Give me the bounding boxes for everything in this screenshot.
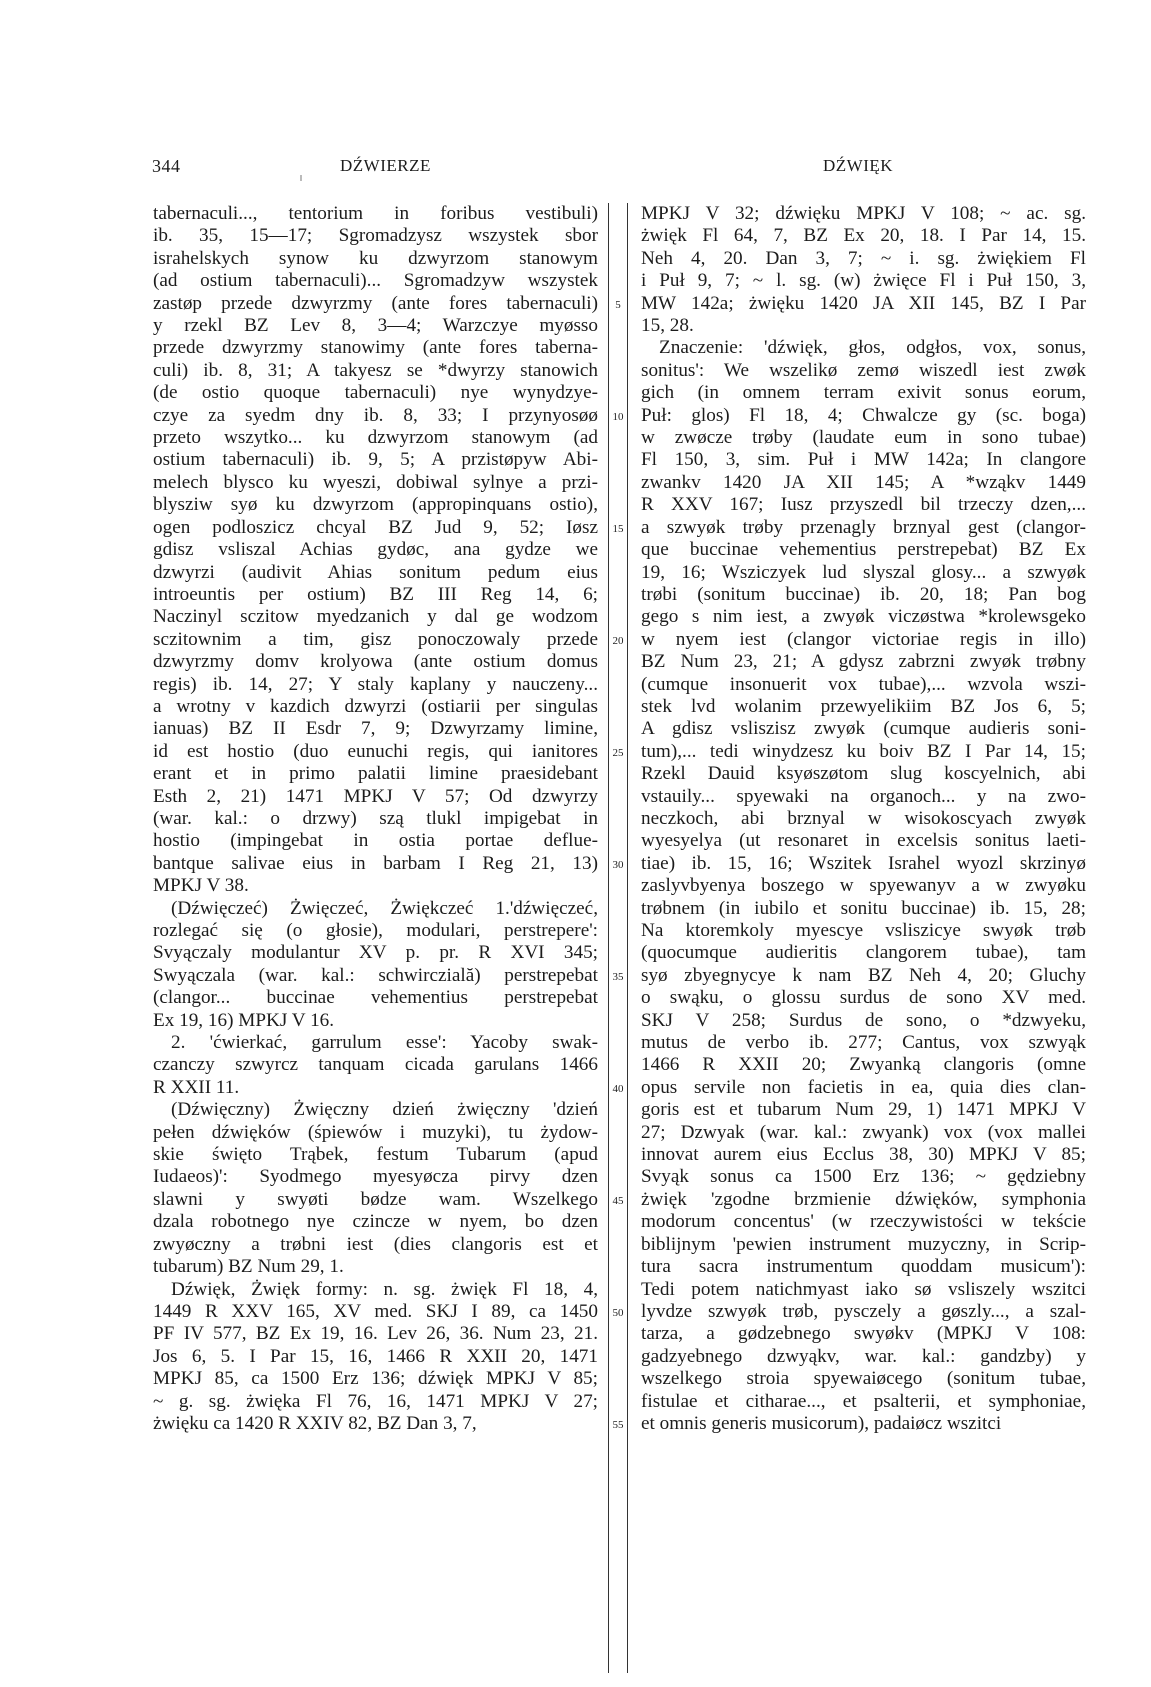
text-line: regis) ib. 14, 27; Y staly kaplany y nauczeny... <box>153 673 598 695</box>
text-line: 1466 R XXII 20; Zwyanką clangoris (omne <box>641 1054 1086 1076</box>
text-line: 1449 R XXV 165, XV med. SKJ I 89, ca 1450 <box>153 1300 598 1322</box>
text-line: id est hostio (duo eunuchi regis, qui ianitores <box>153 740 598 762</box>
text-line: tabernaculi..., tentorium in foribus vestibuli) <box>153 203 598 224</box>
text-line: gadzyebnego dzwyąkv, war. kal.: gandzby) y <box>641 1345 1086 1367</box>
text-line: Fl 150, 3, sim. Puł i MW 142a; In clangore <box>641 449 1086 471</box>
text-line: przeto wszytko... ku dzwyrzom stanowym (ad <box>153 427 598 449</box>
line-number: 50 <box>612 1306 624 1319</box>
text-line: (Dźwięczny) Żwięczny dzień żwięczny 'dzień <box>171 1099 598 1121</box>
text-line: Ex 19, 16) MPKJ V 16. <box>153 1009 335 1031</box>
text-line: trøbnem (in iubilo et sonitu buccinae) ib. 15, 28; <box>641 897 1086 919</box>
text-line: dzwyrzi (audivit Ahias sonitum pedum eius <box>153 561 598 583</box>
text-line: tura sacra instrumentum quoddam musicum'): <box>641 1256 1086 1278</box>
text-line: (ad ostium tabernaculi)... Sgromadzyw wszystek <box>153 270 598 292</box>
text-line: a szwyøk trøby przenagly brznyal gest (clangor- <box>641 516 1086 538</box>
text-line: Znaczenie: 'dźwięk, głos, odgłos, vox, sonus, <box>659 337 1086 359</box>
text-line: żwięk Fl 64, 7, BZ Ex 20, 18. I Par 14, 15. <box>641 225 1086 247</box>
text-line: tarza, a gødzebnego swyøkv (MPKJ V 108: <box>641 1323 1086 1345</box>
left-column <box>153 203 598 1435</box>
text-line: A gdisz vsliszisz zwyøk (cumque audieris soni- <box>641 718 1086 740</box>
text-line: skie święto Trąbek, festum Tubarum (apud <box>153 1144 598 1166</box>
text-line: tubarum) BZ Num 29, 1. <box>153 1256 344 1278</box>
text-line: stek lvd wolanim przewyelikiim BZ Jos 6, 5; <box>641 695 1086 717</box>
text-line: Jos 6, 5. I Par 15, 16, 1466 R XXII 20, 1471 <box>153 1345 598 1367</box>
text-line: blysziw syø ku dzwyrzom (appropinquans ostio), <box>153 494 598 516</box>
text-line: 27; Dzwyak (war. kal.: zwyank) vox (vox mallei <box>641 1121 1086 1143</box>
text-line: vstauily... spyewaki na organoch... y na zwo- <box>641 785 1086 807</box>
text-line: Svyąk sonus ca 1500 Erz 136; ~ gędziebny <box>641 1166 1086 1188</box>
text-line: 2. 'ćwierkać, garrulum esse': Yacoby swak- <box>171 1032 598 1054</box>
line-number: 5 <box>615 298 621 311</box>
text-line: culi) ib. 8, 31; A takyesz se *dwyrzy stanowich <box>153 359 598 381</box>
text-line: Esth 2, 21) 1471 MPKJ V 57; Od dzwyrzy <box>153 785 598 807</box>
text-line: MPKJ V 38. <box>153 875 249 897</box>
text-line: syø zbyegnycye k nam BZ Neh 4, 20; Gluchy <box>641 964 1086 986</box>
text-line: Tedi potem natichmyast iako sø vsliszely wszitci <box>641 1278 1086 1300</box>
text-line: Iudaeos)': Syodmego myesyøcza pirvy dzen <box>153 1166 598 1188</box>
text-line: żwięk 'zgodne brzmienie dźwięków, symphonia <box>641 1188 1086 1210</box>
text-line: que buccinae vehementius perstrepebat) BZ Ex <box>641 539 1086 561</box>
text-line: ogen podloszicz chcyal BZ Jud 9, 52; Iøsz <box>153 516 598 538</box>
text-line: neczkoch, abi brznyal w wisokoscyach zwyøk <box>641 807 1086 829</box>
text-line: hostio (impingebat in ostia portae deflue- <box>153 830 598 852</box>
text-line: ostium tabernaculi) ib. 9, 5; A przistøpyw Abi- <box>153 449 598 471</box>
text-line: gdisz vsliszal Achias gydøc, ana gydze we <box>153 539 598 561</box>
text-line: gich (in omnem terram exivit sonus eorum, <box>641 382 1086 404</box>
text-line: sonitus': We wszelikø zemø wiszedl iest zwøk <box>641 359 1086 381</box>
text-line: wszelkego stroia spyewaiøcego (sonitum tubae, <box>641 1368 1086 1390</box>
line-number: 55 <box>612 1418 624 1431</box>
text-line: opus servile non facietis in ea, quia dies clan- <box>641 1076 1086 1098</box>
text-line: MPKJ 85, ca 1500 Erz 136; dźwięk MPKJ V 85; <box>153 1368 598 1390</box>
line-number: 10 <box>612 410 624 423</box>
text-line: ~ g. sg. żwięka Fl 76, 16, 1471 MPKJ V 27; <box>153 1390 598 1412</box>
text-line: (de ostio quoque tabernaculi) nye wynydzye- <box>153 382 598 404</box>
text-line: MPKJ V 32; dźwięku MPKJ V 108; ~ ac. sg. <box>641 203 1086 224</box>
text-line: czye za syedm dny ib. 8, 33; I przynyosøø <box>153 404 598 426</box>
text-line: et omnis generis musicorum), padaiøcz wszitci <box>641 1412 1002 1434</box>
print-smudge <box>300 175 302 181</box>
text-line: żwięku ca 1420 R XXIV 82, BZ Dan 3, 7, <box>153 1412 477 1434</box>
text-line: zaslyvbyenya boszego w spyewanyv a w zwyøku <box>641 875 1086 897</box>
text-line: introeuntis per ostium) BZ III Reg 14, 6; <box>153 583 598 605</box>
text-line: zwyøczny a trøbni iest (dies clangoris est et <box>153 1233 598 1255</box>
text-line: erant et in primo palatii limine praesidebant <box>153 763 598 785</box>
text-line: czanczy szwyrcz tanquam cicada garulans 1466 <box>153 1054 598 1076</box>
text-line: tum),... tedi winydzesz ku boiv BZ I Par 14, 15; <box>641 740 1086 762</box>
text-line: goris est et tubarum Num 29, 1) 1471 MPKJ V <box>641 1099 1086 1121</box>
text-line: Na ktoremkoly myescye vsliszicye swyøk trøb <box>641 920 1086 941</box>
text-line: modorum concentus' (w rzeczywistości w tekście <box>641 1211 1086 1233</box>
text-line: innovat aurem eius Ecclus 38, 30) MPKJ V 85; <box>641 1144 1086 1166</box>
text-line: Naczinyl sczitow myedzanich y dal ge wodzom <box>153 606 598 628</box>
text-line: 15, 28. <box>641 315 694 337</box>
text-line: Rzekl Dauid ksyøszøtom slug koscyelnich, abi <box>641 763 1086 785</box>
line-number: 45 <box>612 1194 624 1207</box>
line-number: 15 <box>612 522 624 535</box>
text-line: fistulae et citharae..., et psalterii, et symphoniae, <box>641 1390 1086 1412</box>
text-line: (cumque insonuerit vox tubae),... wzvola wszi- <box>641 673 1086 695</box>
text-line: i Puł 9, 7; ~ l. sg. (w) żwięce Fl i Puł 150, 3, <box>641 270 1086 292</box>
text-line: biblijnym 'pewien instrument muzyczny, in Scrip- <box>641 1233 1086 1255</box>
text-line: R XXV 167; Iusz przyszedl bil trzeczy dzen,... <box>641 494 1086 516</box>
text-line: pełen dźwięków (śpiewów i muzyki), tu żydow- <box>153 1121 598 1143</box>
text-line: (clangor... buccinae vehementius perstrepebat <box>153 987 598 1009</box>
text-line: MW 142a; żwięku 1420 JA XII 145, BZ I Par <box>641 292 1086 314</box>
text-line: mutus de verbo ib. 277; Cantus, vox szwyąk <box>641 1032 1086 1054</box>
text-line: israhelskych synow ku dzwyrzom stanowym <box>153 247 598 269</box>
text-line: przede dzwyrzmy stanowimy (ante fores taberna- <box>153 337 598 359</box>
text-line: a wrotny v kazdich dzwyrzi (ostiarii per singulas <box>153 695 598 717</box>
text-line: melech blysco ku wyeszi, dobiwal sylnye a przi- <box>153 471 598 493</box>
text-line: Neh 4, 20. Dan 3, 7; ~ i. sg. żwiękiem Fl <box>641 247 1086 269</box>
text-line: zastøp przede dzwyrzmy (ante fores tabernaculi) <box>153 292 598 314</box>
text-line: gego s nim iest, a zwyøk viczøstwa *krolewsgeko <box>641 606 1086 628</box>
text-line: PF IV 577, BZ Ex 19, 16. Lev 26, 36. Num 23, 21. <box>153 1323 598 1345</box>
line-number: 30 <box>612 858 624 871</box>
text-line: y rzekl BZ Lev 8, 3—4; Warzczye myøsso <box>153 315 598 337</box>
text-line: BZ Num 23, 21; A gdysz zabrzni zwyøk trøbny <box>641 651 1086 673</box>
text-line: w nyem iest (clangor victoriae regis in illo) <box>641 628 1086 650</box>
text-line: lyvdze szwyøk trøb, pysczely a gøszly..., a szal- <box>641 1300 1086 1322</box>
text-line: Dźwięk, Żwięk formy: n. sg. żwięk Fl 18, 4, <box>171 1278 598 1300</box>
column-rule-right <box>627 203 628 1673</box>
text-line: slawni y swyøti bødze wam. Wszelkego <box>153 1188 598 1210</box>
text-line: ianuas) BZ II Esdr 7, 9; Dzwyrzamy limine, <box>153 718 598 740</box>
text-line: SKJ V 258; Surdus de sono, o *dzwyeku, <box>641 1009 1086 1031</box>
column-rule-left <box>608 203 609 1673</box>
text-line: trøbi (sonitum buccinae) ib. 20, 18; Pan bog <box>641 583 1086 605</box>
line-number: 35 <box>612 970 624 983</box>
text-line: o swąku, o glossu surdus de sono XV med. <box>641 987 1086 1009</box>
line-number: 20 <box>612 634 624 647</box>
text-line: bantque salivae eius in barbam I Reg 21, 13) <box>153 852 598 874</box>
text-line: wyesyelya (ut resonaret in excelsis sonitus laeti- <box>641 830 1086 852</box>
right-column <box>641 203 1086 1435</box>
text-line: R XXII 11. <box>153 1076 240 1098</box>
text-line: (Dźwięczeć) Żwięczeć, Żwiękczeć 1.'dźwięczeć, <box>171 897 598 919</box>
text-line: Svyączaly modulantur XV p. pr. R XVI 345; <box>153 942 598 964</box>
left-running-head: DŹWIERZE <box>340 156 431 175</box>
text-line: rozlegać się (o głosie), modulari, perstrepere': <box>153 920 598 941</box>
text-line: dzala robotnego nye czincze w nyem, bo dzen <box>153 1211 598 1233</box>
text-line: Puł: glos) Fl 18, 4; Chwalcze gy (sc. boga) <box>641 404 1086 426</box>
text-line: tiae) ib. 15, 16; Wszitek Israhel wyozl skrzinyø <box>641 852 1086 874</box>
right-running-head: DŹWIĘK <box>823 156 894 175</box>
page-number: 344 <box>152 156 181 176</box>
text-line: w zwøcze trøby (laudate eum in sono tubae) <box>641 427 1086 449</box>
text-line: Swyączala (war. kal.: schwirczială) perstrepebat <box>153 964 598 986</box>
line-number: 40 <box>612 1082 624 1095</box>
text-line: zwankv 1420 JA XII 145; A *wząkv 1449 <box>641 471 1086 493</box>
text-line: (quocumque audieritis clangorem tubae), tam <box>641 942 1086 964</box>
text-line: dzwyrzmy domv krolyowa (ante ostium domus <box>153 651 598 673</box>
line-number: 25 <box>612 746 624 759</box>
text-line: 19, 16; Wsziczyek lud slyszal glosy... a szwyøk <box>641 561 1086 583</box>
running-head <box>0 152 1151 182</box>
text-line: (war. kal.: o drzwy) szą tlukl impigebat in <box>153 807 598 829</box>
text-line: ib. 35, 15—17; Sgromadzysz wszystek sbor <box>153 225 598 247</box>
text-line: sczitownim a tim, gisz ponoczowaly przede <box>153 628 598 650</box>
